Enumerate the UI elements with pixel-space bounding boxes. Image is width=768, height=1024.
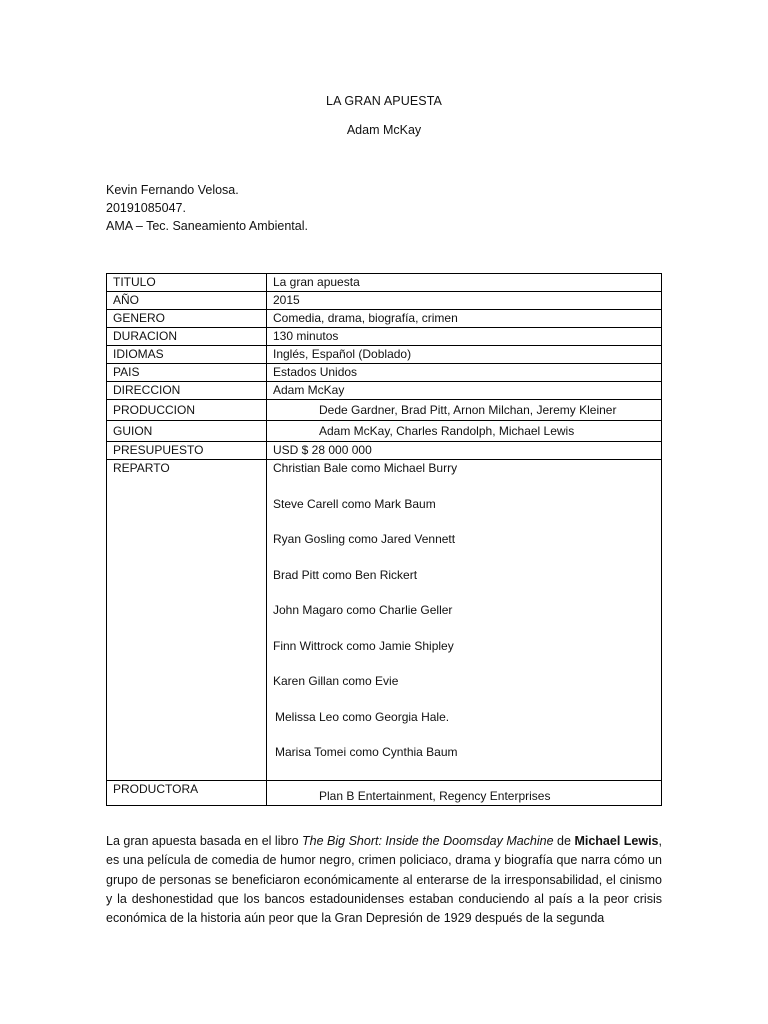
row-label: DIRECCION: [107, 382, 267, 400]
row-value: La gran apuesta: [267, 274, 662, 292]
row-value: 2015: [267, 292, 662, 310]
cast-cell: [267, 460, 662, 781]
cast-item: Melissa Leo como Georgia Hale.: [275, 709, 450, 724]
film-info-table: [106, 273, 662, 806]
row-value: Estados Unidos: [267, 364, 662, 382]
row-value: Adam McKay: [267, 382, 662, 400]
row-label: DURACION: [107, 328, 267, 346]
summary-paragraph: [106, 832, 662, 928]
row-value: Comedia, drama, biografía, crimen: [267, 310, 662, 328]
author-name: Kevin Fernando Velosa.: [106, 183, 239, 197]
row-label: GENERO: [107, 310, 267, 328]
document-title: LA GRAN APUESTA: [326, 94, 442, 108]
program-name: AMA – Tec. Saneamiento Ambiental.: [106, 219, 308, 233]
row-value: 130 minutos: [267, 328, 662, 346]
row-label: GUION: [107, 421, 267, 442]
row-label: IDIOMAS: [107, 346, 267, 364]
row-label: TITULO: [107, 274, 267, 292]
row-value: USD $ 28 000 000: [267, 442, 662, 460]
book-title: The Big Short: Inside the Doomsday Machine: [302, 834, 554, 848]
document-subtitle: Adam McKay: [346, 123, 422, 137]
table-row: [107, 460, 662, 781]
row-label: AÑO: [107, 292, 267, 310]
paragraph-text: de: [553, 834, 575, 848]
paragraph-text: La gran apuesta basada en el libro: [106, 834, 303, 848]
cast-list: [273, 460, 655, 780]
table-row: [107, 364, 662, 382]
table-row: [107, 292, 662, 310]
row-label: REPARTO: [107, 460, 267, 781]
table-row: [107, 346, 662, 364]
cast-item: Finn Wittrock como Jamie Shipley: [273, 638, 454, 653]
cast-item: John Magaro como Charlie Geller: [273, 603, 453, 617]
cast-item: Marisa Tomei como Cynthia Baum: [275, 745, 458, 759]
row-value: Plan B Entertainment, Regency Enterprises: [319, 788, 551, 803]
row-label: PRODUCTORA: [107, 780, 267, 805]
table-row: [107, 328, 662, 346]
author-block: [106, 181, 308, 235]
row-label: PRESUPUESTO: [107, 442, 267, 460]
cast-item: Brad Pitt como Ben Rickert: [273, 567, 418, 582]
row-label: PRODUCCION: [107, 400, 267, 421]
paragraph-text: , es una película de comedia de humor negro, crimen policiaco, drama y biografía que narra cómo un grupo de personas se beneficiaron económicamente al enterarse de la irresponsabilidad, el cinismo y la deshonestidad que los bancos estadounidenses estaban conduciendo al país a la peor crisis económica de la historia aún peor que la Gran Depresión de 1929 después de la segunda: [106, 834, 662, 926]
cast-item: Ryan Gosling como Jared Vennett: [273, 532, 456, 546]
table-row: [107, 780, 662, 805]
table-row: [107, 382, 662, 400]
table-row: [107, 274, 662, 292]
student-code: 20191085047.: [106, 201, 186, 215]
row-value: Inglés, Español (Doblado): [267, 346, 662, 364]
row-value-cell: [267, 780, 662, 805]
row-value: Dede Gardner, Brad Pitt, Arnon Milchan, Jeremy Kleiner: [267, 400, 662, 421]
row-value: Adam McKay, Charles Randolph, Michael Lewis: [267, 421, 662, 442]
table-row: [107, 400, 662, 421]
table-row: [107, 421, 662, 442]
table-row: [107, 310, 662, 328]
cast-item: Christian Bale como Michael Burry: [273, 461, 458, 475]
book-author: Michael Lewis: [574, 834, 659, 848]
row-label: PAIS: [107, 364, 267, 382]
cast-item: Karen Gillan como Evie: [273, 674, 399, 688]
table-row: [107, 442, 662, 460]
cast-item: Steve Carell como Mark Baum: [273, 496, 436, 511]
